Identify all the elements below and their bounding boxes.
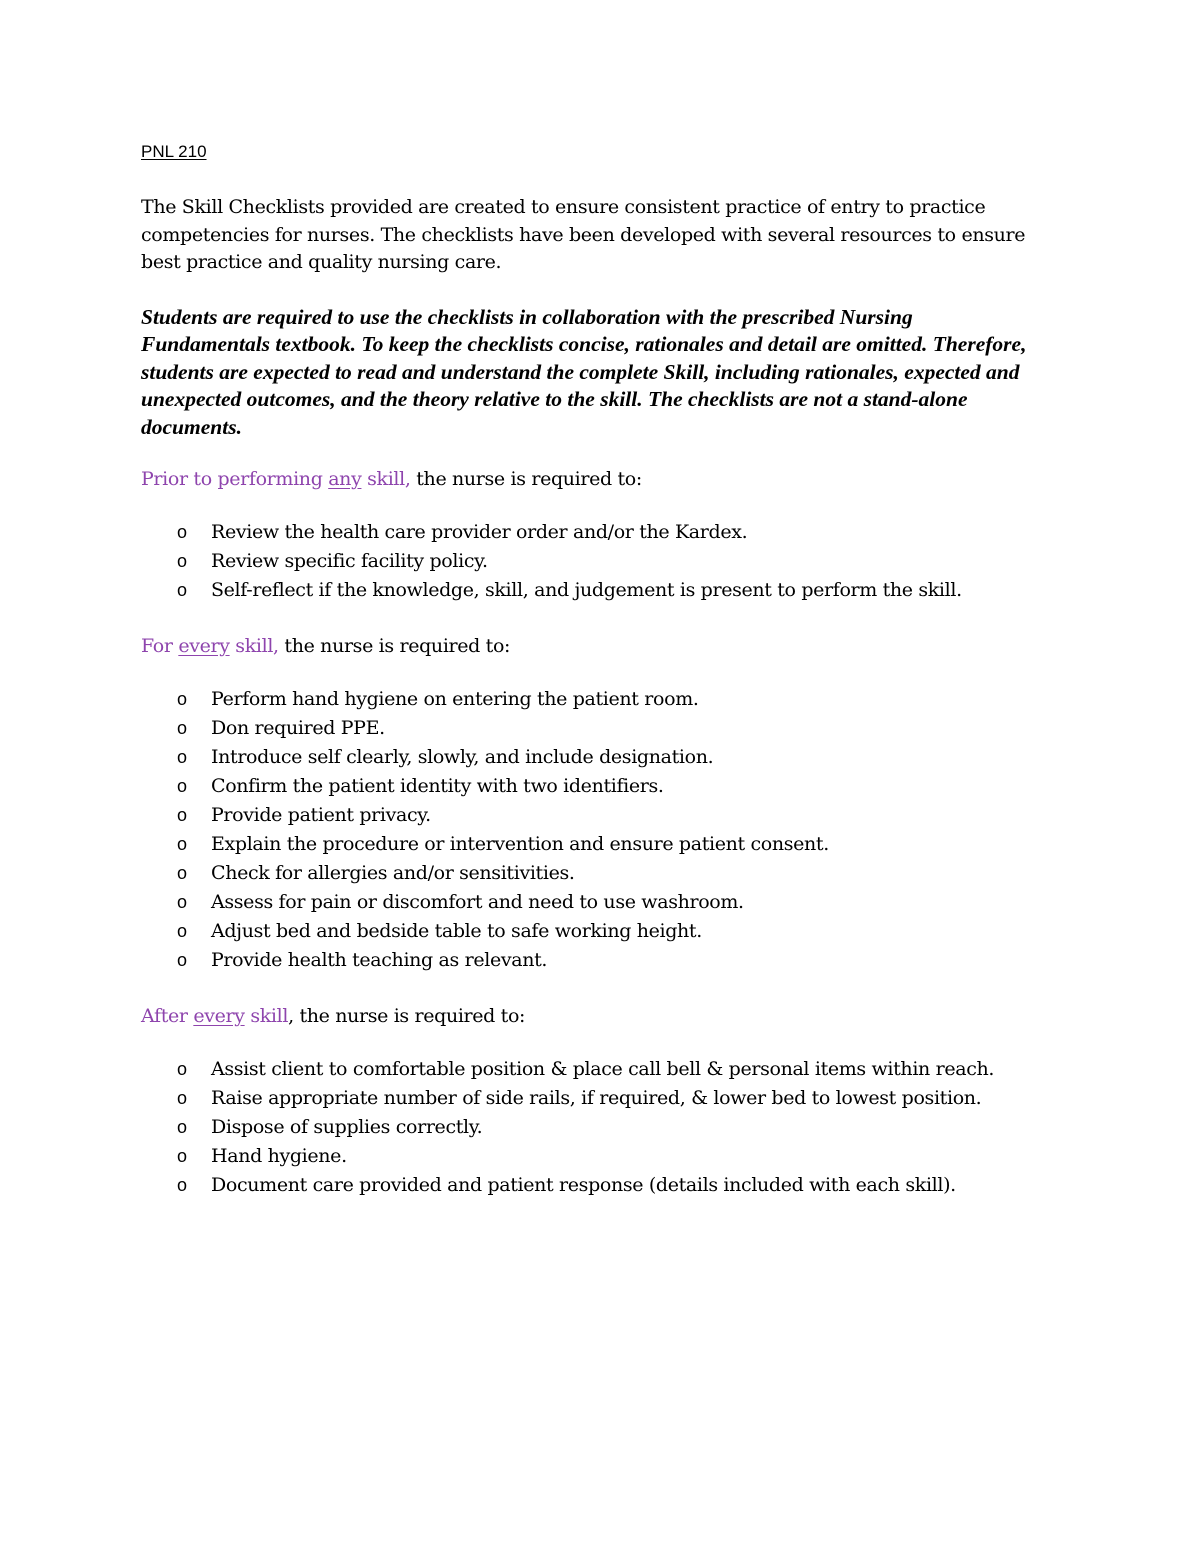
list-item bbox=[141, 946, 1041, 975]
list-item bbox=[141, 685, 1041, 714]
list-item-text: Adjust bed and bedside table to safe working height. bbox=[211, 920, 702, 942]
list-item bbox=[141, 859, 1041, 888]
every-heading-lead: For bbox=[141, 635, 179, 657]
bullet-icon: o bbox=[177, 834, 187, 854]
list-item-text: Assess for pain or discomfort and need to use washroom. bbox=[211, 891, 744, 913]
prior-heading bbox=[141, 465, 1041, 493]
prior-heading-accent: skill, bbox=[361, 468, 411, 490]
bullet-icon: o bbox=[177, 551, 187, 571]
list-item bbox=[141, 714, 1041, 743]
list-item-text: Provide health teaching as relevant. bbox=[211, 949, 548, 971]
prior-heading-emphasis: any bbox=[328, 468, 362, 490]
after-checklist bbox=[141, 1055, 1041, 1200]
bullet-icon: o bbox=[177, 1088, 187, 1108]
bullet-icon: o bbox=[177, 1146, 187, 1166]
list-item bbox=[141, 830, 1041, 859]
after-heading-rest: , the nurse is required to: bbox=[288, 1005, 526, 1027]
bullet-icon: o bbox=[177, 1059, 187, 1079]
prior-heading-rest: the nurse is required to: bbox=[410, 468, 642, 490]
list-item-text: Document care provided and patient response (details included with each skill). bbox=[211, 1174, 956, 1196]
list-item-text: Review specific facility policy. bbox=[211, 550, 488, 572]
bullet-icon: o bbox=[177, 580, 187, 600]
bullet-icon: o bbox=[177, 950, 187, 970]
bullet-icon: o bbox=[177, 689, 187, 709]
list-item-text: Introduce self clearly, slowly, and include designation. bbox=[211, 746, 714, 768]
course-code: PNL 210 bbox=[141, 142, 207, 161]
bullet-icon: o bbox=[177, 1175, 187, 1195]
every-heading-rest: the nurse is required to: bbox=[278, 635, 511, 657]
list-item-text: Explain the procedure or intervention and ensure patient consent. bbox=[211, 833, 829, 855]
list-item bbox=[141, 917, 1041, 946]
prior-checklist bbox=[141, 518, 1041, 605]
bullet-icon: o bbox=[177, 892, 187, 912]
bullet-icon: o bbox=[177, 776, 187, 796]
every-heading-emphasis: every bbox=[178, 635, 230, 657]
list-item-text: Confirm the patient identity with two identifiers. bbox=[211, 775, 664, 797]
list-item-text: Provide patient privacy. bbox=[211, 804, 431, 826]
list-item-text: Raise appropriate number of side rails, if required, & lower bed to lowest position. bbox=[211, 1087, 982, 1109]
bullet-icon: o bbox=[177, 718, 187, 738]
every-heading-accent: skill, bbox=[229, 635, 279, 657]
list-item-text: Review the health care provider order and/or the Kardex. bbox=[211, 521, 748, 543]
after-heading-emphasis: every bbox=[193, 1005, 245, 1027]
bullet-icon: o bbox=[177, 863, 187, 883]
list-item bbox=[141, 1055, 1041, 1084]
list-item-text: Dispose of supplies correctly. bbox=[211, 1116, 483, 1138]
student-notice: Students are required to use the checklists in collaboration with the prescribed Nursing Fundamentals textbook. To keep the checklists concise, rationales and detail are omitted. Therefore, students are expected to read and understand the complete Skill, including rationales, expected and unexpected outcomes, and the theory relative to the skill. The checklists are not a stand-alone documents. bbox=[141, 304, 1027, 439]
list-item bbox=[141, 518, 1041, 547]
list-item bbox=[141, 772, 1041, 801]
every-checklist bbox=[141, 685, 1041, 975]
bullet-icon: o bbox=[177, 1117, 187, 1137]
every-heading bbox=[141, 632, 1041, 660]
list-item bbox=[141, 1113, 1041, 1142]
list-item-text: Hand hygiene. bbox=[211, 1145, 347, 1167]
list-item bbox=[141, 1142, 1041, 1171]
list-item bbox=[141, 547, 1041, 576]
list-item-text: Assist client to comfortable position & place call bell & personal items within reach. bbox=[211, 1058, 995, 1080]
list-item-text: Don required PPE. bbox=[211, 717, 385, 739]
list-item bbox=[141, 743, 1041, 772]
bullet-icon: o bbox=[177, 747, 187, 767]
bullet-icon: o bbox=[177, 921, 187, 941]
list-item bbox=[141, 888, 1041, 917]
list-item-text: Self-reflect if the knowledge, skill, and judgement is present to perform the skill. bbox=[211, 579, 962, 601]
bullet-icon: o bbox=[177, 522, 187, 542]
prior-heading-lead: Prior to performing bbox=[141, 468, 329, 490]
bullet-icon: o bbox=[177, 805, 187, 825]
list-item bbox=[141, 1084, 1041, 1113]
after-heading-accent: skill bbox=[244, 1005, 289, 1027]
intro-paragraph: The Skill Checklists provided are created to ensure consistent practice of entry to practice competencies for nurses. The checklists have been developed with several resources to ensure best practice and quality nursing care. bbox=[141, 196, 1026, 273]
list-item-text: Check for allergies and/or sensitivities. bbox=[211, 862, 575, 884]
list-item-text: Perform hand hygiene on entering the patient room. bbox=[211, 688, 699, 710]
after-heading-lead: After bbox=[141, 1005, 194, 1027]
list-item bbox=[141, 801, 1041, 830]
list-item bbox=[141, 1171, 1041, 1200]
list-item bbox=[141, 576, 1041, 605]
after-heading bbox=[141, 1002, 1041, 1030]
document-page bbox=[141, 140, 1041, 1227]
